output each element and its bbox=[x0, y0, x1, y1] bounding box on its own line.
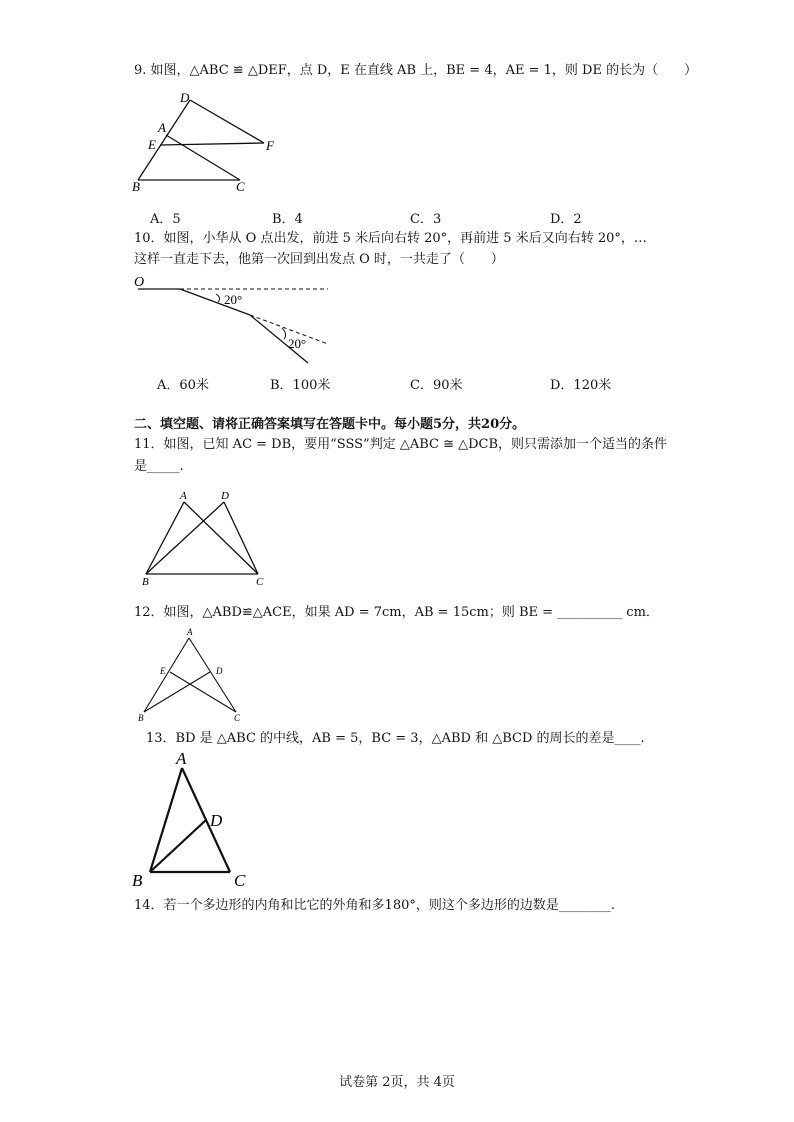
q10-figure bbox=[130, 272, 330, 372]
q12-label-D: D bbox=[216, 666, 223, 676]
q9-label-E: E bbox=[148, 137, 156, 152]
q9-option-d: D．2 bbox=[550, 212, 582, 227]
q9-option-c: C．3 bbox=[410, 212, 442, 227]
q12-stem: 12．如图，△ABD≌△ACE，如果 AD = 7cm，AB = 15cm；则 BE = __________ cm． bbox=[134, 605, 659, 620]
q11-figure bbox=[140, 488, 280, 588]
q11-stem-line1: 11．如图，已知 AC = DB，要用“SSS”判定 △ABC ≅ △DCB，则只需添加一个适当的条件 bbox=[134, 437, 668, 452]
section-2-header: 二、填空题、请将正确答案填写在答题卡中。每小题5分，共20分。 bbox=[134, 417, 526, 432]
q9-stem: 9. 如图，△ABC ≌ △DEF，点 D，E 在直线 AB 上，BE = 4，AE = 1，则 DE 的长为（ ） bbox=[134, 63, 698, 78]
q9-figure bbox=[130, 88, 290, 194]
q9-label-C: C bbox=[236, 179, 245, 194]
q9-option-a: A．5 bbox=[150, 212, 181, 227]
q9-label-A: A bbox=[158, 120, 166, 135]
q12-label-A: A bbox=[187, 627, 193, 637]
q10-option-b: B．100米 bbox=[270, 378, 331, 393]
q10-option-c: C．90米 bbox=[410, 378, 463, 393]
q9-option-b: B．4 bbox=[272, 212, 303, 227]
q10-stem-line1: 10．如图，小华从 O 点出发，前进 5 米后向右转 20°，再前进 5 米后又向右转 20°，… bbox=[134, 231, 647, 246]
q12-label-E: E bbox=[160, 666, 166, 676]
q10-angle2-label: 20° bbox=[288, 336, 307, 351]
q13-label-A: A bbox=[176, 749, 187, 768]
q13-figure bbox=[130, 748, 270, 888]
q14-stem: 14．若一个多边形的内角和比它的外角和多180°，则这个多边形的边数是________. bbox=[134, 898, 615, 913]
q9-label-D: D bbox=[180, 90, 190, 105]
q9-label-B: B bbox=[132, 179, 140, 194]
q10-option-a: A．60米 bbox=[157, 378, 209, 393]
page-footer: 试卷第 2页，共 4页 bbox=[339, 1075, 455, 1090]
q13-label-D: D bbox=[210, 811, 223, 830]
q11-label-A: A bbox=[180, 490, 187, 502]
q12-label-B: B bbox=[138, 713, 144, 723]
q11-label-D: D bbox=[221, 490, 229, 502]
q10-option-d: D．120米 bbox=[550, 378, 612, 393]
q11-label-C: C bbox=[256, 576, 264, 588]
q12-figure bbox=[134, 624, 254, 724]
q10-label-O: O bbox=[134, 275, 145, 290]
q11-stem-line2: 是_____. bbox=[134, 459, 184, 474]
q13-stem: 13．BD 是 △ABC 的中线，AB = 5，BC = 3，△ABD 和 △BCD 的周长的差是____. bbox=[146, 731, 645, 746]
q13-label-B: B bbox=[132, 871, 143, 890]
q13-label-C: C bbox=[234, 871, 246, 890]
q11-label-B: B bbox=[142, 576, 149, 588]
q9-label-F: F bbox=[266, 138, 274, 153]
q10-angle1-label: 20° bbox=[224, 292, 243, 307]
q12-label-C: C bbox=[234, 713, 241, 723]
q10-stem-line2: 这样一直走下去，他第一次回到出发点 O 时，一共走了（ ） bbox=[134, 252, 504, 267]
